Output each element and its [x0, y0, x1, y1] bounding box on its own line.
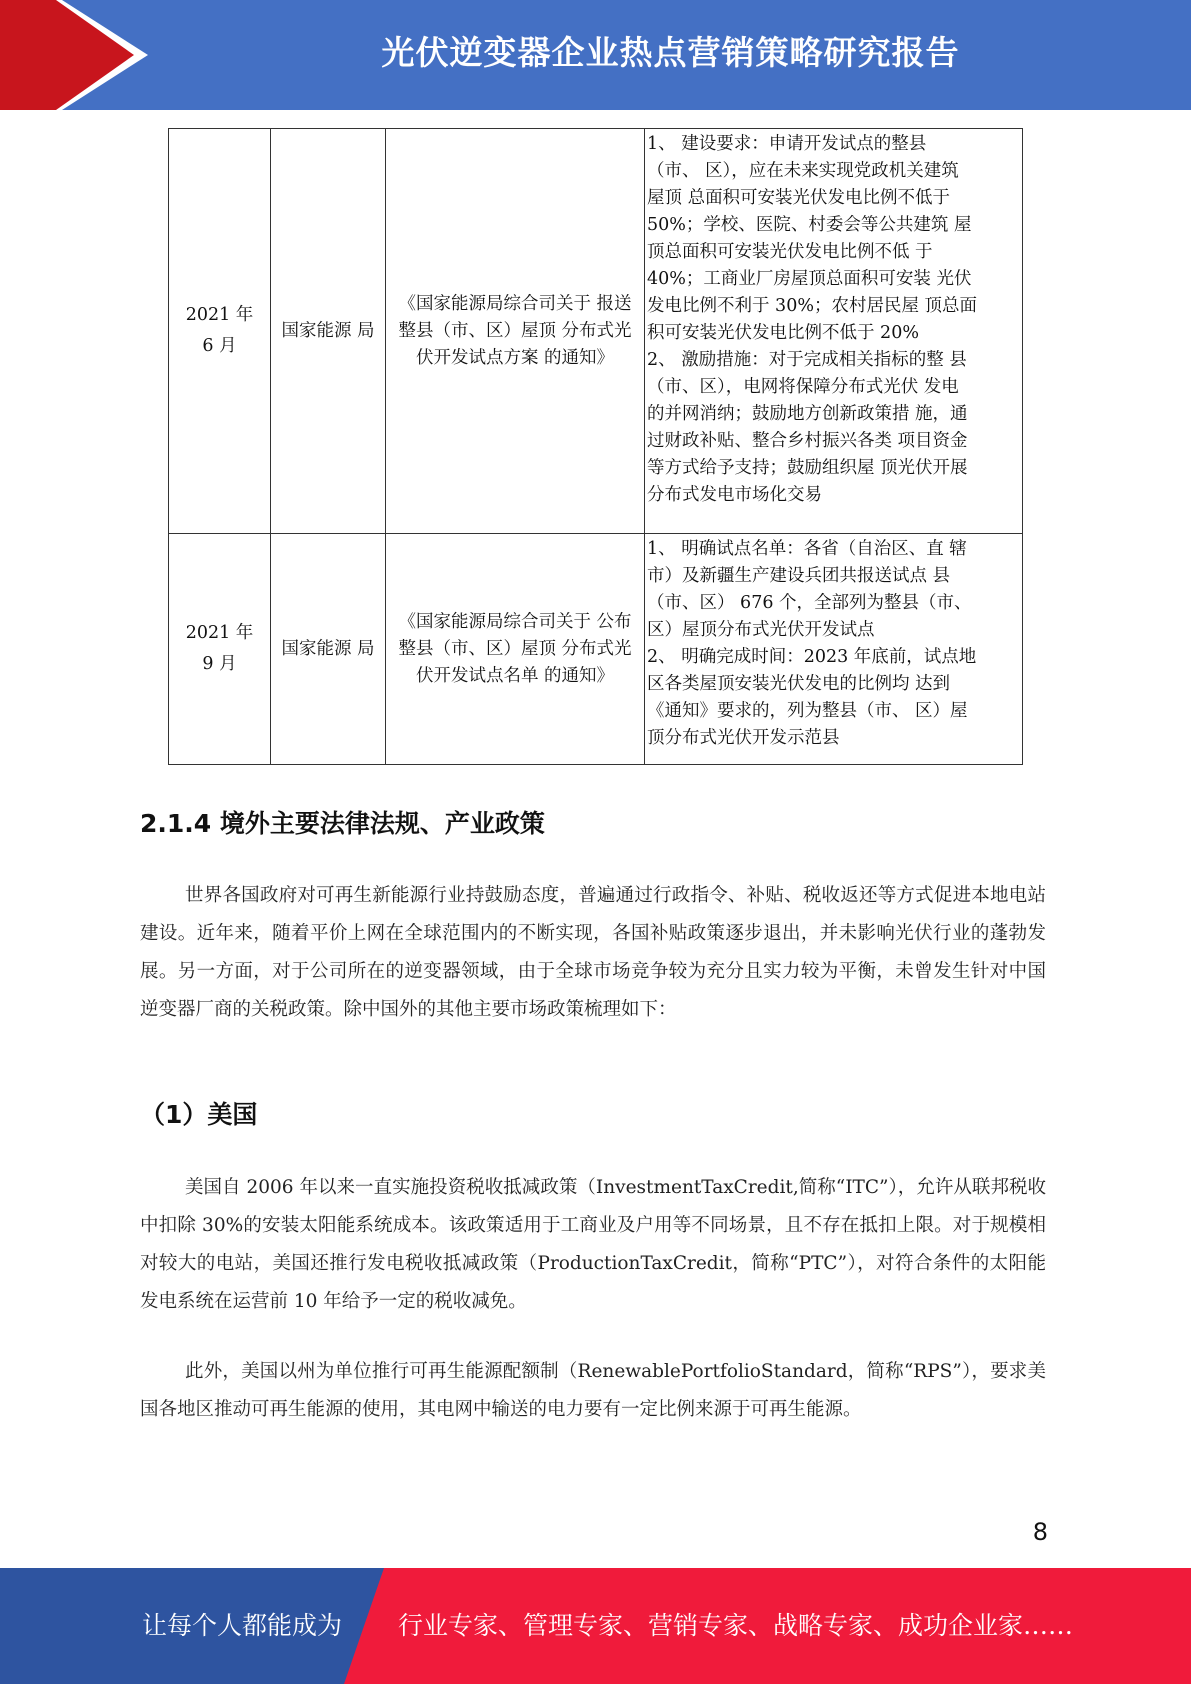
policy-table: [168, 128, 1023, 765]
detail-line: 50%；学校、医院、村委会等公共建筑 屋: [647, 215, 972, 235]
subsection-heading-usa: （1）美国: [140, 1100, 258, 1129]
section-heading: 2.1.4 境外主要法律法规、产业政策: [140, 809, 545, 838]
detail-line: 顶总面积可安装光伏发电比例不低 于: [647, 242, 933, 262]
detail-line: 2、 激励措施：对于完成相关指标的整 县: [647, 350, 967, 370]
page-header: [0, 0, 1191, 110]
detail-line: 顶分布式光伏开发示范县: [647, 728, 840, 748]
usa-paragraph-rps: 此外，美国以州为单位推行可再生能源配额制（RenewablePortfolioStandard，简称“RPS”），要求美国各地区推动可再生能源的使用，其电网中输送的电力要有一定比例来源于可再生能源。: [140, 1361, 1046, 1420]
date-text: 2021 年 6 月: [185, 305, 254, 356]
page-number: 8: [1032, 1518, 1048, 1546]
detail-line: 40%；工商业厂房屋顶总面积可安装 光伏: [647, 269, 972, 289]
detail-line: 区各类屋顶安装光伏发电的比例均 达到: [647, 674, 951, 694]
detail-line: 分布式发电市场化交易: [647, 485, 822, 505]
date-cell: [169, 534, 271, 765]
date-cell: [169, 129, 271, 534]
detail-line: 区）屋顶分布式光伏开发试点: [647, 620, 875, 640]
table-row: [169, 534, 1023, 765]
detail-line: 过财政补贴、整合乡村振兴各类 项目资金: [647, 431, 968, 451]
date-text: 2021 年 9 月: [185, 623, 254, 674]
detail-line: 市）及新疆生产建设兵团共报送试点 县: [647, 566, 951, 586]
header-chevron-decoration: [0, 0, 150, 110]
detail-line: 1、 建设要求：申请开发试点的整县: [647, 134, 927, 154]
report-title: 光伏逆变器企业热点营销策略研究报告: [381, 33, 960, 72]
document-cell: 《国家能源局综合司关于 公布整县（市、区）屋顶 分布式光伏开发试点名单 的通知》: [386, 534, 645, 765]
document-cell: 《国家能源局综合司关于 报送整县（市、区）屋顶 分布式光伏开发试点方案 的通知》: [386, 129, 645, 534]
org-cell: 国家能源 局: [271, 534, 386, 765]
footer-slogan-left: 让每个人都能成为: [142, 1611, 343, 1640]
detail-line: 积可安装光伏发电比例不低于 20%: [647, 323, 919, 343]
org-cell: 国家能源 局: [271, 129, 386, 534]
detail-line: 等方式给予支持；鼓励组织屋 顶光伏开展: [647, 458, 968, 478]
page-footer: [0, 1568, 1191, 1684]
detail-line: 的并网消纳；鼓励地方创新政策措 施，通: [647, 404, 968, 424]
detail-line: （市、区），电网将保障分布式光伏 发电: [647, 377, 959, 397]
detail-line: 2、 明确完成时间：2023 年底前，试点地: [647, 647, 977, 667]
detail-line: （市、区） 676 个，全部列为整县（市、: [647, 593, 972, 613]
detail-cell: [645, 129, 1023, 534]
detail-line: 发电比例不利于 30%；农村居民屋 顶总面: [647, 296, 978, 316]
usa-paragraph-itc: 美国自 2006 年以来一直实施投资税收抵减政策（InvestmentTaxCredit,简称“ITC”），允许从联邦税收中扣除 30%的安装太阳能系统成本。该政策适用于工商业及户用等不同场景，且不存在抵扣上限。对于规模相对较大的电站，美国还推行发电税收抵减政策（ProductionTaxCredit，简称“PTC”），对符合条件的太阳能发电系统在运营前 10 年给予一定的税收减免。: [140, 1177, 1046, 1312]
table-row: [169, 129, 1023, 534]
detail-line: （市、 区），应在未来实现党政机关建筑: [647, 161, 959, 181]
detail-cell: [645, 534, 1023, 765]
detail-line: 屋顶 总面积可安装光伏发电比例不低于: [647, 188, 951, 208]
footer-slogan-right: 行业专家、管理专家、营销专家、战略专家、成功企业家……: [398, 1611, 1074, 1640]
detail-line: 1、 明确试点名单：各省（自治区、直 辖: [647, 539, 967, 559]
section-paragraph: 世界各国政府对可再生新能源行业持鼓励态度，普遍通过行政指令、补贴、税收返还等方式促进本地电站建设。近年来，随着平价上网在全球范围内的不断实现，各国补贴政策逐步退出，并未影响光伏行业的蓬勃发展。另一方面，对于公司所在的逆变器领域，由于全球市场竞争较为充分且实力较为平衡，未曾发生针对中国逆变器厂商的关税政策。除中国外的其他主要市场政策梳理如下：: [140, 885, 1046, 1020]
detail-line: 《通知》要求的，列为整县（市、 区）屋: [647, 701, 968, 721]
